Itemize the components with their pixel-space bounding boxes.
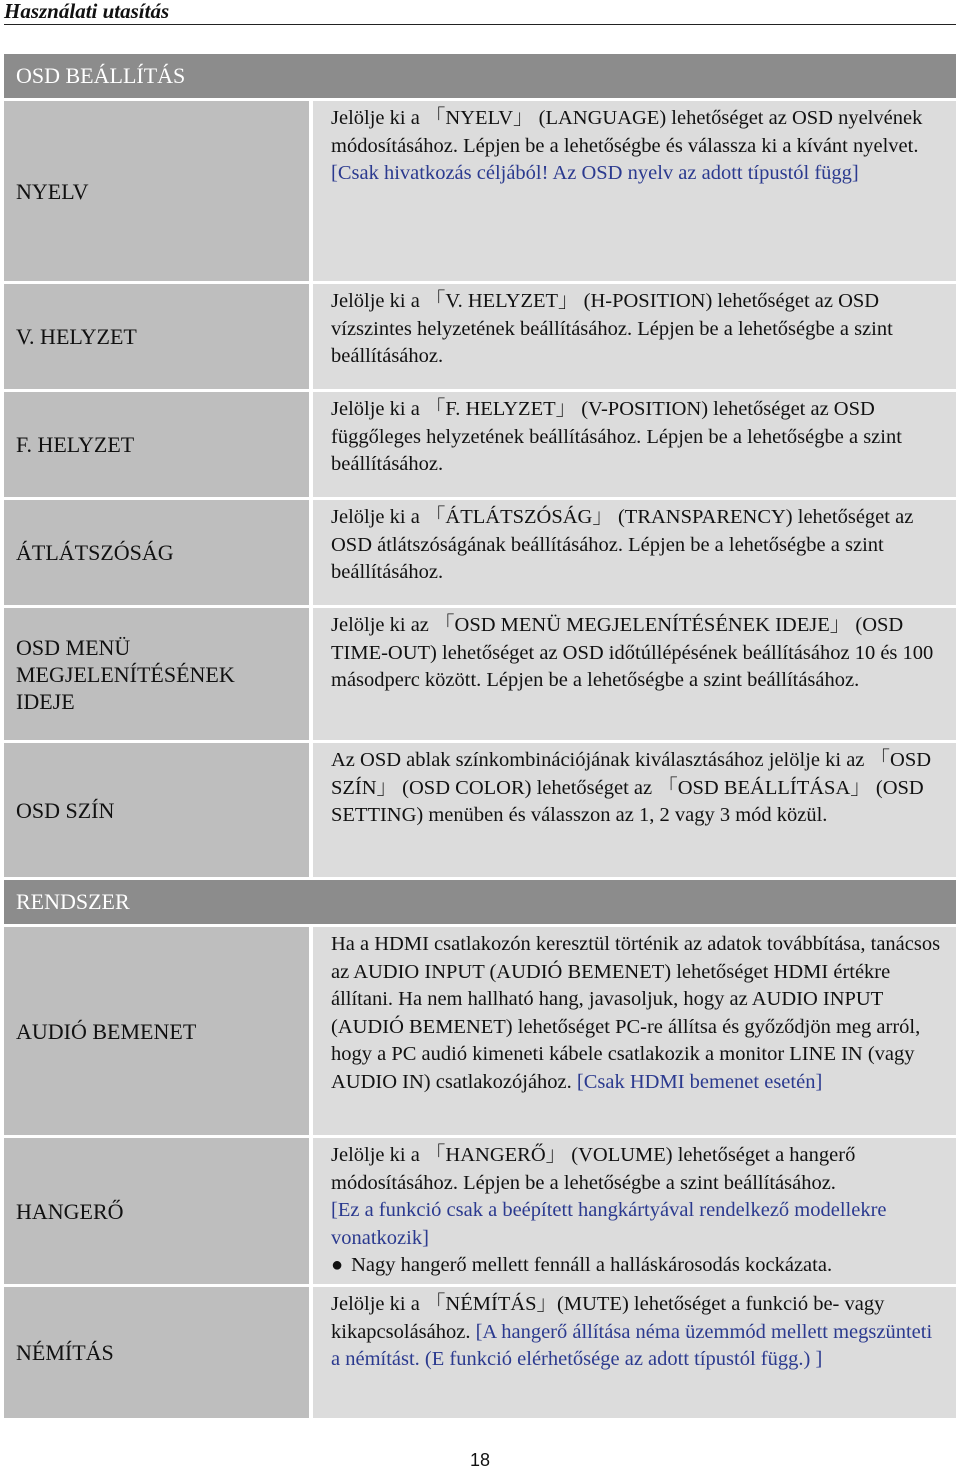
row-description: Jelölje ki a 「ÁTLÁTSZÓSÁG」 (TRANSPARENCY) lehetőséget az OSD átlátszóságának beállításához. Lépjen be a lehetőségbe a szint beállításához. bbox=[313, 500, 956, 605]
section-system: RENDSZER bbox=[4, 880, 956, 924]
row-volume bbox=[4, 1138, 956, 1284]
row-label: OSD MENÜ MEGJELENÍTÉSÉNEK IDEJE bbox=[4, 608, 309, 740]
row-label: V. HELYZET bbox=[4, 284, 309, 389]
warning-text: Nagy hangerő mellett fennáll a halláskárosodás kockázata. bbox=[351, 1254, 833, 1276]
row-label: HANGERŐ bbox=[4, 1138, 309, 1284]
row-label: F. HELYZET bbox=[4, 392, 309, 497]
row-v-position bbox=[4, 392, 956, 497]
row-label: AUDIÓ BEMENET bbox=[4, 927, 309, 1135]
row-mute bbox=[4, 1287, 956, 1418]
row-label: ÁTLÁTSZÓSÁG bbox=[4, 500, 309, 605]
row-description: Jelölje ki a 「F. HELYZET」 (V-POSITION) lehetőséget az OSD függőleges helyzetének beállításához. Lépjen be a lehetőségbe a szint beállításához. bbox=[313, 392, 956, 497]
warning-line bbox=[331, 1252, 944, 1280]
row-description: Jelölje ki a 「NYELV」 (LANGUAGE) lehetőséget az OSD nyelvének módosításához. Lépjen be a lehetőségbe és válassza ki a kívánt nyelvet. [Csak hivatkozás céljából! Az OSD nyelv az adott típustól függ] bbox=[313, 101, 956, 281]
reference-note: [Csak hivatkozás céljából! Az OSD nyelv az adott típustól függ] bbox=[331, 162, 859, 184]
row-osd-timeout bbox=[4, 608, 956, 740]
row-audio-input bbox=[4, 927, 956, 1135]
row-description: Ha a HDMI csatlakozón keresztül történik az adatok továbbítása, tanácsos az AUDIO INPUT (AUDIÓ BEMENET) lehetőséget HDMI értékre állítani. Ha nem hallható hang, javasoljuk, hogy az AUDIO INPUT (AUDIÓ BEMENET) lehetőséget PC-re állítsa és győződjön meg arról, hogy a PC audió kimeneti kábele csatlakozik a monitor LINE IN (vagy AUDIO IN) csatlakozójához. [Csak HDMI bemenet esetén] bbox=[313, 927, 956, 1135]
reference-note: [A hangerő állítása néma üzemmód mellett megszünteti a némítást. (E funkció elérhetősége az adott típustól függ.) ] bbox=[331, 1320, 933, 1370]
row-description: Jelölje ki az 「OSD MENÜ MEGJELENÍTÉSÉNEK IDEJE」 (OSD TIME-OUT) lehetőséget az OSD időtúllépésének beállításához 10 és 100 másodperc között. Lépjen be a lehetőségbe a szint beállításához. bbox=[313, 608, 956, 740]
row-description: Az OSD ablak színkombinációjának kiválasztásához jelölje ki az 「OSD SZÍN」 (OSD COLOR) lehetőséget az 「OSD BEÁLLÍTÁSA」 (OSD SETTING) menüben és válasszon az 1, 2 vagy 3 mód közül. bbox=[313, 743, 956, 877]
row-osd-color bbox=[4, 743, 956, 877]
section-osd-settings: OSD BEÁLLÍTÁS bbox=[4, 54, 956, 98]
row-description: Jelölje ki a 「HANGERŐ」 (VOLUME) lehetőséget a hangerő módosításához. Lépjen be a lehetőségbe a szint beállításához. [Ez a funkció csak a beépített hangkártyával rendelkező modellekre vonatkozik] ● Nagy hangerő mellett fennáll a halláskárosodás kockázata. bbox=[313, 1138, 956, 1284]
reference-note: [Ez a funkció csak a beépített hangkártyával rendelkező modellekre vonatkozik] bbox=[331, 1199, 887, 1249]
settings-table bbox=[4, 54, 956, 1421]
bullet-icon: ● bbox=[331, 1254, 344, 1276]
row-h-position bbox=[4, 284, 956, 389]
row-description: Jelölje ki a 「NÉMÍTÁS」(MUTE) lehetőséget a funkció be- vagy kikapcsolásához. [A hangerő állítása néma üzemmód mellett megszünteti a némítást. (E funkció elérhetősége az adott típustól függ.) ] bbox=[313, 1287, 956, 1418]
row-label: OSD SZÍN bbox=[4, 743, 309, 877]
header-title: Használati utasítás bbox=[4, 0, 170, 23]
reference-note: [Csak HDMI bemenet esetén] bbox=[576, 1070, 823, 1093]
row-label: NÉMÍTÁS bbox=[4, 1287, 309, 1418]
row-label: NYELV bbox=[4, 101, 309, 281]
row-transparency bbox=[4, 500, 956, 605]
page-header bbox=[4, 0, 956, 25]
row-description: Jelölje ki a 「V. HELYZET」 (H-POSITION) lehetőséget az OSD vízszintes helyzetének beállításához. Lépjen be a lehetőségbe a szint beállításához. bbox=[313, 284, 956, 389]
row-language bbox=[4, 101, 956, 281]
page-number: 18 bbox=[469, 1450, 491, 1470]
